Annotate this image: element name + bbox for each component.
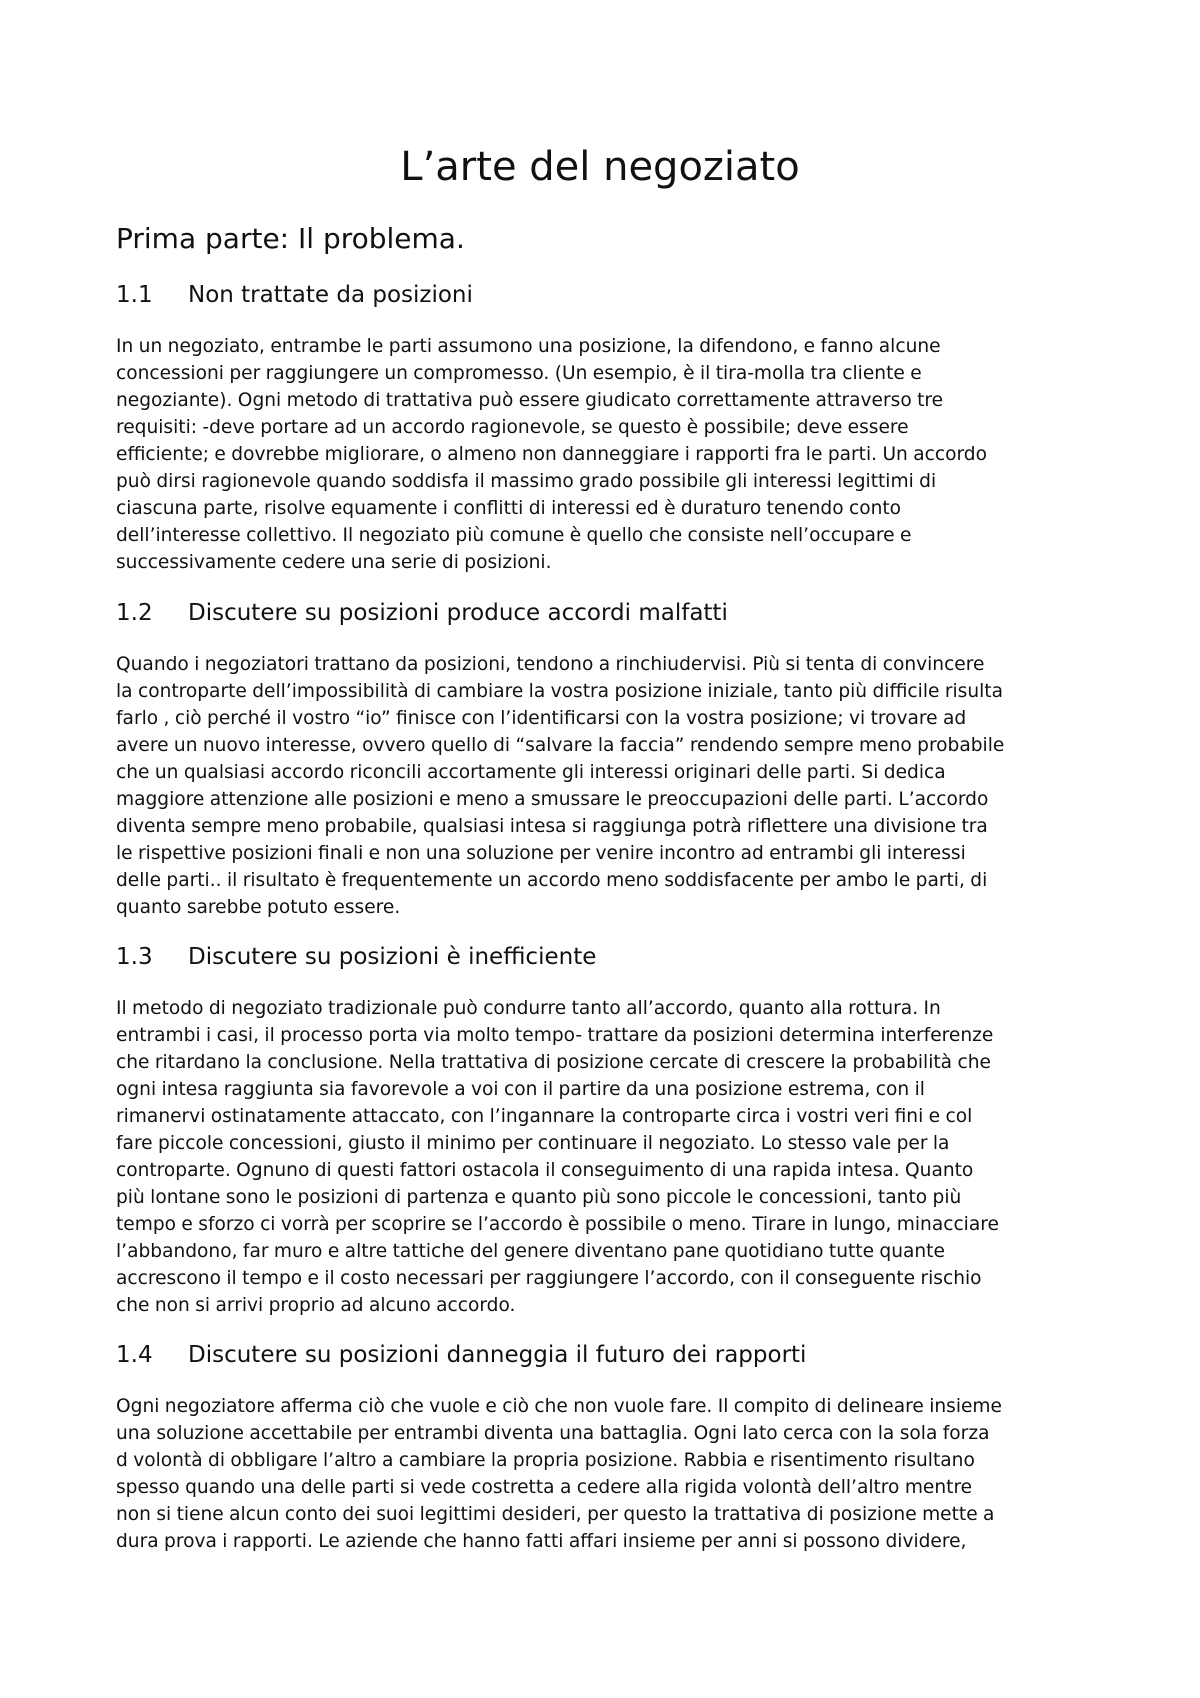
body-line: più lontane sono le posizioni di partenza e quanto più sono piccole le concessioni, tanto più [116,1187,962,1208]
body-line: quanto sarebbe potuto essere. [116,897,401,918]
section-number: 1.3 [116,944,153,970]
section-title: Non trattate da posizioni [188,282,473,308]
body-line: Quando i negoziatori trattano da posizioni, tendono a rinchiudervisi. Più si tenta di convincere [116,654,985,675]
body-line: entrambi i casi, il processo porta via molto tempo- trattare da posizioni determina interferenze [116,1025,994,1046]
section-body [116,333,1096,576]
section-heading [116,278,1096,312]
body-line: Il metodo di negoziato tradizionale può condurre tanto all’accordo, quanto alla rottura. In [116,998,941,1019]
section-heading [116,1338,1096,1372]
section-1-2 [116,596,1096,921]
body-line: dell’interesse collettivo. Il negoziato più comune è quello che consiste nell’occupare e [116,525,912,546]
body-line: accrescono il tempo e il costo necessari per raggiungere l’accordo, con il conseguente rischio [116,1268,982,1289]
section-number: 1.4 [116,1342,153,1368]
section-title: Discutere su posizioni danneggia il futuro dei rapporti [188,1342,807,1368]
section-heading [116,596,1096,630]
body-line: che non si arrivi proprio ad alcuno accordo. [116,1295,516,1316]
body-line: tempo e sforzo ci vorrà per scoprire se l’accordo è possibile o meno. Tirare in lungo, minacciare [116,1214,999,1235]
body-line: che un qualsiasi accordo riconcili accortamente gli interessi originari delle parti. Si dedica [116,762,946,783]
body-line: ogni intesa raggiunta sia favorevole a voi con il partire da una posizione estrema, con il [116,1079,925,1100]
body-line: non si tiene alcun conto dei suoi legittimi desideri, per questo la trattativa di posizione mette a [116,1504,995,1525]
body-line: ciascuna parte, risolve equamente i conflitti di interessi ed è duraturo tenendo conto [116,498,902,519]
body-line: d volontà di obbligare l’altro a cambiare la propria posizione. Rabbia e risentimento risultano [116,1450,975,1471]
section-1-3 [116,940,1096,1319]
section-1-4 [116,1338,1096,1555]
section-body [116,1393,1096,1555]
body-line: fare piccole concessioni, giusto il minimo per continuare il negoziato. Lo stesso vale per la [116,1133,950,1154]
body-line: una soluzione accettabile per entrambi diventa una battaglia. Ogni lato cerca con la sola forza [116,1423,990,1444]
body-line: che ritardano la conclusione. Nella trattativa di posizione cercate di crescere la probabilità che [116,1052,991,1073]
body-line: maggiore attenzione alle posizioni e meno a smussare le preoccupazioni delle parti. L’accordo [116,789,989,810]
section-title: Discutere su posizioni produce accordi malfatti [188,600,728,626]
body-line: farlo , ciò perché il vostro “io” finisce con l’identificarsi con la vostra posizione; vi trovare ad [116,708,967,729]
body-line: delle parti.. il risultato è frequentemente un accordo meno soddisfacente per ambo le parti, di [116,870,988,891]
body-line: successivamente cedere una serie di posizioni. [116,552,552,573]
body-line: concessioni per raggiungere un compromesso. (Un esempio, è il tira-molla tra cliente e [116,363,922,384]
section-number: 1.2 [116,600,153,626]
section-body [116,651,1096,921]
body-line: le rispettive posizioni finali e non una soluzione per venire incontro ad entrambi gli interessi [116,843,966,864]
section-body [116,995,1096,1319]
body-line: rimanervi ostinatamente attaccato, con l’ingannare la controparte circa i vostri veri fini e col [116,1106,973,1127]
document-title: L’arte del negoziato [400,144,800,190]
body-line: dura prova i rapporti. Le aziende che hanno fatti affari insieme per anni si possono dividere, [116,1531,967,1552]
body-line: controparte. Ognuno di questi fattori ostacola il conseguimento di una rapida intesa. Quanto [116,1160,974,1181]
body-line: efficiente; e dovrebbe migliorare, o almeno non danneggiare i rapporti fra le parti. Un accordo [116,444,987,465]
body-line: In un negoziato, entrambe le parti assumono una posizione, la difendono, e fanno alcune [116,336,941,357]
body-line: avere un nuovo interesse, ovvero quello di “salvare la faccia” rendendo sempre meno probabile [116,735,1005,756]
body-line: può dirsi ragionevole quando soddisfa il massimo grado possibile gli interessi legittimi di [116,471,937,492]
body-line: diventa sempre meno probabile, qualsiasi intesa si raggiunga potrà riflettere una divisione tra [116,816,988,837]
body-line: negoziante). Ogni metodo di trattativa può essere giudicato correttamente attraverso tre [116,390,944,411]
body-line: Ogni negoziatore afferma ciò che vuole e ciò che non vuole fare. Il compito di delineare insieme [116,1396,1002,1417]
body-line: requisiti: -deve portare ad un accordo ragionevole, se questo è possibile; deve essere [116,417,909,438]
section-heading [116,940,1096,974]
body-line: spesso quando una delle parti si vede costretta a cedere alla rigida volontà dell’altro mentre [116,1477,973,1498]
part-heading: Prima parte: Il problema. [116,222,465,255]
body-line: la controparte dell’impossibilità di cambiare la vostra posizione iniziale, tanto più difficile risulta [116,681,1003,702]
body-line: l’abbandono, far muro e altre tattiche del genere diventano pane quotidiano tutte quante [116,1241,945,1262]
section-number: 1.1 [116,282,153,308]
section-title: Discutere su posizioni è inefficiente [188,944,597,970]
section-1-1 [116,278,1096,576]
